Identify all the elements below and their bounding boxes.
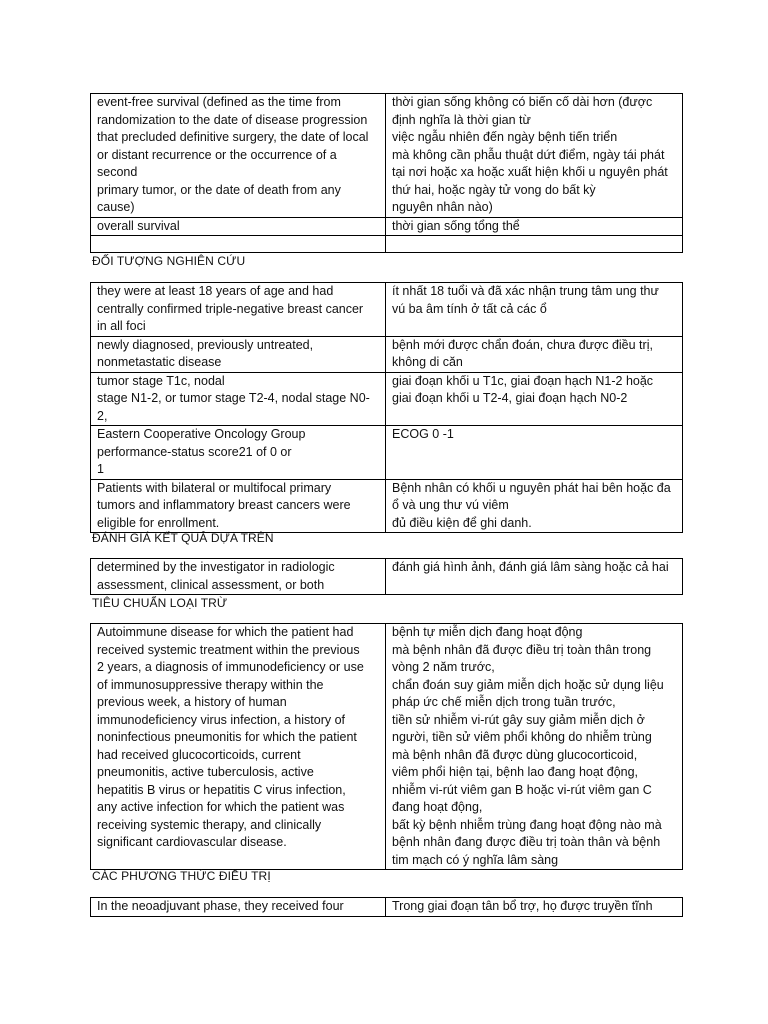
english-cell: overall survival <box>91 217 386 236</box>
section-heading-subjects: ĐỐI TƯỢNG NGHIÊN CỨU <box>92 254 246 268</box>
table-row <box>91 898 683 917</box>
section-heading-evaluation: ĐÁNH GIÁ KẾT QUẢ DỰA TRÊN <box>92 531 274 545</box>
glossary-table-evaluation <box>90 558 683 595</box>
glossary-table-subjects <box>90 282 683 533</box>
glossary-table-treatment <box>90 897 683 917</box>
section-heading-treatment: CÁC PHƯƠNG THỨC ĐIỀU TRỊ <box>92 869 271 883</box>
english-cell: tumor stage T1c, nodal stage N1-2, or tumor stage T2-4, nodal stage N0- 2, <box>91 372 386 426</box>
english-cell: newly diagnosed, previously untreated, nonmetastatic disease <box>91 336 386 372</box>
table-row <box>91 283 683 337</box>
vietnamese-cell: bệnh mới được chẩn đoán, chưa được điều trị, không di căn <box>386 336 683 372</box>
english-cell: they were at least 18 years of age and had centrally confirmed triple-negative breast cancer in all foci <box>91 283 386 337</box>
table-row <box>91 372 683 426</box>
vietnamese-cell: Trong giai đoạn tân bổ trợ, họ được truyền tĩnh <box>386 898 683 917</box>
glossary-table-outcomes <box>90 93 683 253</box>
vietnamese-cell: bệnh tự miễn dịch đang hoạt động mà bệnh nhân đã được điều trị toàn thân trong vòng 2 năm trước, chẩn đoán suy giảm miễn dịch hoặc sử dụng liệu pháp ức chế miễn dịch trong tuần trước, tiền sử nhiễm vi-rút gây suy giảm miễn dịch ở người, tiền sử viêm phổi không do nhiễm trùng mà bệnh nhân đã được dùng glucocorticoid, viêm phổi hiện tại, bệnh lao đang hoạt động, nhiễm vi-rút viêm gan B hoặc vi-rút viêm gan C đang hoạt động, bất kỳ bệnh nhiễm trùng đang hoạt động nào mà bệnh nhân đang được điều trị toàn thân và bệnh tim mạch có ý nghĩa lâm sàng <box>386 624 683 870</box>
english-cell: Eastern Cooperative Oncology Group performance-status score21 of 0 or 1 <box>91 426 386 480</box>
table-row <box>91 479 683 533</box>
english-cell: In the neoadjuvant phase, they received four <box>91 898 386 917</box>
english-cell: Patients with bilateral or multifocal primary tumors and inflammatory breast cancers were eligible for enrollment. <box>91 479 386 533</box>
vietnamese-cell: ECOG 0 -1 <box>386 426 683 480</box>
english-cell: event-free survival (defined as the time from randomization to the date of disease progression that precluded definitive surgery, the date of local or distant recurrence or the occurrence of a second primary tumor, or the date of death from any cause) <box>91 94 386 218</box>
vietnamese-cell: đánh giá hình ảnh, đánh giá lâm sàng hoặc cả hai <box>386 559 683 595</box>
vietnamese-cell: thời gian sống không có biến cố dài hơn (được định nghĩa là thời gian từ việc ngẫu nhiên đến ngày bệnh tiến triển mà không cần phẫu thuật dứt điểm, ngày tái phát tại nơi hoặc xa hoặc xuất hiện khối u nguyên phát thứ hai, hoặc ngày tử vong do bất kỳ nguyên nhân nào) <box>386 94 683 218</box>
table-row <box>91 559 683 595</box>
table-row <box>91 336 683 372</box>
table-row <box>91 94 683 218</box>
vietnamese-cell: ít nhất 18 tuổi và đã xác nhận trung tâm ung thư vú ba âm tính ở tất cả các ổ <box>386 283 683 337</box>
section-heading-exclusion: TIÊU CHUẨN LOẠI TRỪ <box>92 596 228 610</box>
english-cell: Autoimmune disease for which the patient had received systemic treatment within the previous 2 years, a diagnosis of immunodeficiency or use of immunosuppressive therapy within the previous week, a history of human immunodeficiency virus infection, a history of noninfectious pneumonitis for which the patient had received glucocorticoids, current pneumonitis, active tuberculosis, active hepatitis B virus or hepatitis C virus infection, any active infection for which the patient was receiving systemic therapy, and clinically significant cardiovascular disease. <box>91 624 386 870</box>
glossary-table-exclusion <box>90 623 683 870</box>
vietnamese-cell: giai đoạn khối u T1c, giai đoạn hạch N1-2 hoặc giai đoạn khối u T2-4, giai đoạn hạch N0-2 <box>386 372 683 426</box>
vietnamese-cell <box>386 236 683 253</box>
vietnamese-cell: thời gian sống tổng thể <box>386 217 683 236</box>
vietnamese-cell: Bệnh nhân có khối u nguyên phát hai bên hoặc đa ổ và ung thư vú viêm đủ điều kiện để ghi danh. <box>386 479 683 533</box>
english-cell: determined by the investigator in radiologic assessment, clinical assessment, or both <box>91 559 386 595</box>
table-row <box>91 217 683 236</box>
table-row <box>91 624 683 870</box>
table-row-empty <box>91 236 683 253</box>
english-cell <box>91 236 386 253</box>
table-row <box>91 426 683 480</box>
